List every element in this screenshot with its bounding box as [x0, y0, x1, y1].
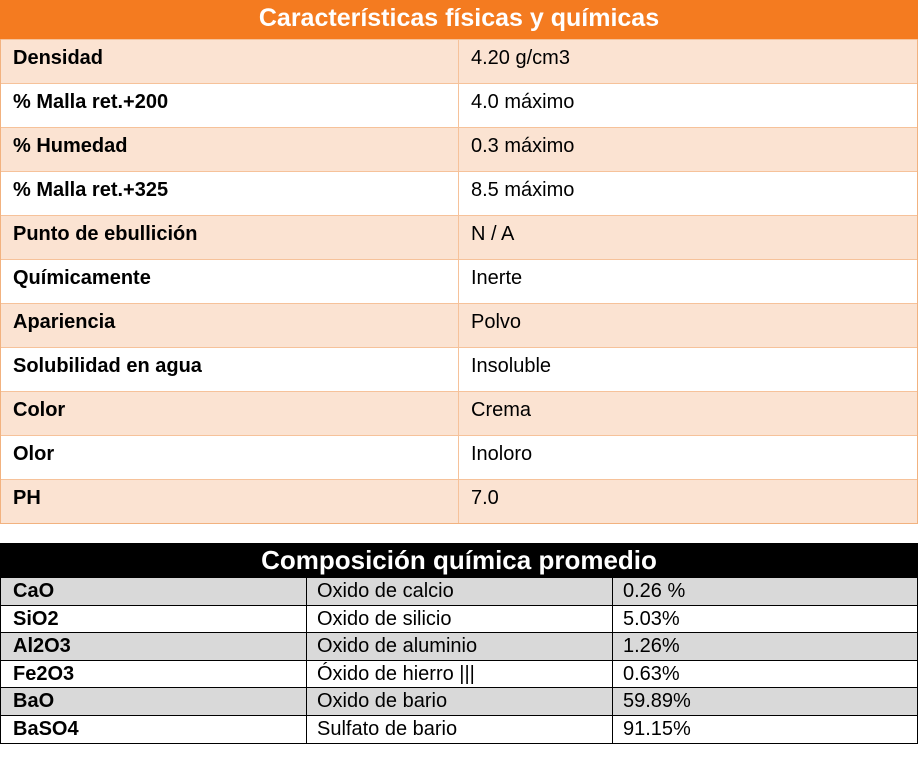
table-row: [1, 171, 917, 215]
table-row: [1, 83, 917, 127]
compound-name-cell: Oxido de calcio: [307, 578, 613, 605]
property-label: Olor: [1, 436, 459, 479]
table-row: [1, 435, 917, 479]
compound-name-cell: Óxido de hierro |||: [307, 661, 613, 688]
table-row: [1, 215, 917, 259]
property-value: Inerte: [471, 267, 523, 289]
table-row: [1, 347, 917, 391]
compound-name-cell: Sulfato de bario: [307, 716, 613, 743]
property-value: 4.0 máximo: [471, 91, 575, 113]
table-row: [1, 127, 917, 171]
property-label: Punto de ebullición: [1, 216, 459, 259]
composition-rows: [0, 577, 918, 744]
property-value: Polvo: [471, 311, 522, 333]
percent-cell: 0.63%: [623, 662, 680, 685]
property-label: Densidad: [1, 40, 459, 83]
composition-table: [0, 543, 918, 744]
percent-cell: 5.03%: [623, 607, 680, 630]
property-label: PH: [1, 480, 459, 523]
percent-cell: 91.15%: [623, 717, 691, 740]
property-label: Apariencia: [1, 304, 459, 347]
formula-cell: Al2O3: [1, 633, 307, 660]
property-label: % Humedad: [1, 128, 459, 171]
property-label: % Malla ret.+325: [1, 172, 459, 215]
property-value: Insoluble: [471, 355, 552, 377]
property-label: % Malla ret.+200: [1, 84, 459, 127]
percent-cell: 0.26 %: [623, 580, 686, 602]
property-label: Solubilidad en agua: [1, 348, 459, 391]
table-row: [1, 715, 917, 743]
compound-name-cell: Oxido de silicio: [307, 606, 613, 633]
composition-title: Composición química promedio: [0, 543, 918, 577]
table-row: [1, 660, 917, 688]
percent-cell: 1.26%: [623, 635, 680, 658]
percent-cell: 59.89%: [623, 690, 691, 713]
property-value: Inoloro: [471, 443, 533, 465]
table-row: [1, 687, 917, 715]
table-row: [1, 479, 917, 523]
formula-cell: BaO: [1, 688, 307, 715]
compound-name-cell: Oxido de aluminio: [307, 633, 613, 660]
formula-cell: CaO: [1, 578, 307, 605]
property-value: Crema: [471, 399, 532, 421]
property-label: Color: [1, 392, 459, 435]
table-row: [1, 391, 917, 435]
compound-name-cell: Oxido de bario: [307, 688, 613, 715]
property-value: 0.3 máximo: [471, 135, 575, 157]
table-row: [1, 39, 917, 83]
property-value: 4.20 g/cm3: [471, 47, 570, 69]
table-row: [1, 605, 917, 633]
property-value: 7.0: [471, 487, 499, 509]
table-row: [1, 577, 917, 605]
property-value: 8.5 máximo: [471, 179, 575, 201]
physical-chemical-rows: [0, 39, 918, 524]
property-label: Químicamente: [1, 260, 459, 303]
property-value: N / A: [471, 223, 515, 245]
table-row: [1, 632, 917, 660]
physical-chemical-title: Características físicas y químicas: [0, 0, 918, 39]
formula-cell: SiO2: [1, 606, 307, 633]
table-row: [1, 259, 917, 303]
formula-cell: Fe2O3: [1, 661, 307, 688]
table-row: [1, 303, 917, 347]
formula-cell: BaSO4: [1, 716, 307, 743]
